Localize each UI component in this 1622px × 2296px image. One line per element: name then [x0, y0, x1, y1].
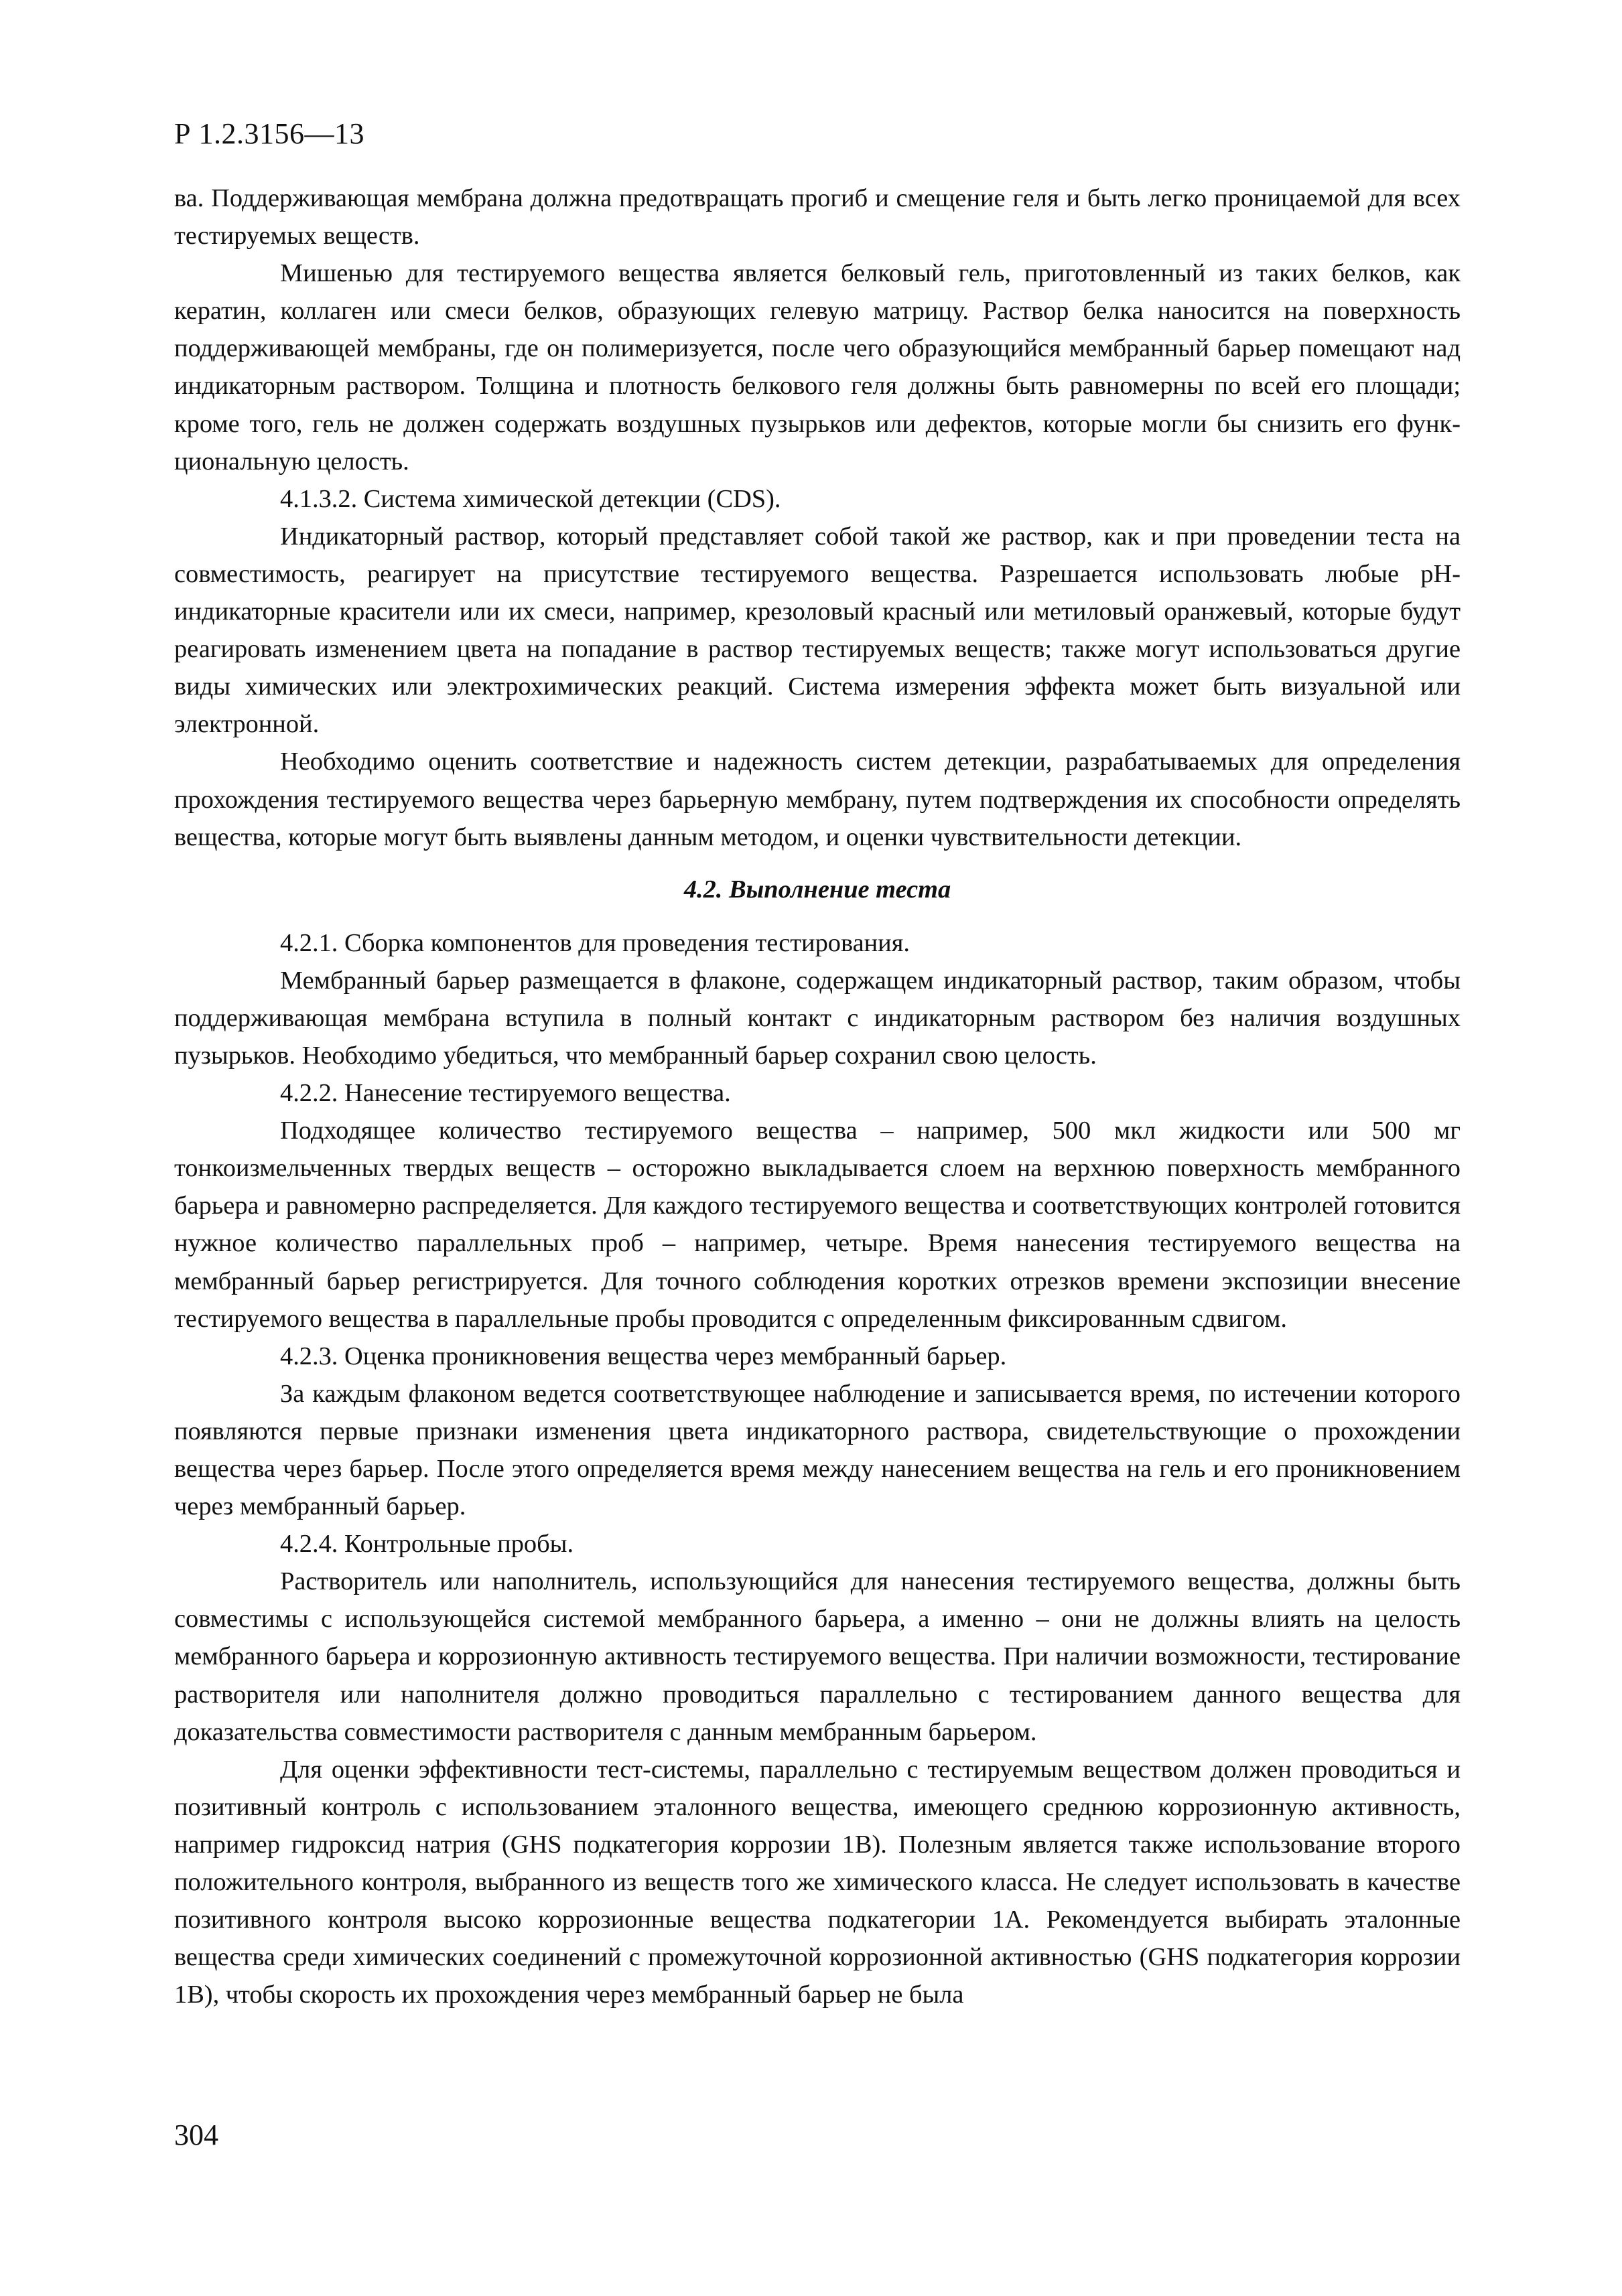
paragraph: Для оценки эффективности тест-системы, параллельно с тестируемым веществом должен проводиться и позитивный контроль с использованием эталонного вещества, имеющего среднюю коррозионную активность, например гидроксид натрия (GHS подкатегория коррозии 1В). Полезным является также использование второго положительного контроля, выбранного из веществ того же химического класса. Не следует использовать в качестве позитивного контроля высоко коррозионные вещества подкатегории 1А. Рекомендуется выбирать эталонные вещества среди химических соединений с промежуточной коррозионной активностью (GHS подкатегория коррозии 1В), чтобы скорость их прохождения через мембранный барьер не была [174, 1755, 1461, 2009]
paragraph: Мембранный барьер размещается в флаконе, содержащем индикаторный раствор, таким образом, чтобы поддерживающая мембрана вступила в полный контакт с индикаторным раствором без наличия воздушных пузырьков. Необходимо убедиться, что мембранный барьер сохранил свою целость. [174, 966, 1461, 1070]
document-code: Р 1.2.3156—13 [174, 117, 364, 150]
section-heading: 4.2. Выполнение теста [683, 875, 951, 904]
paragraph: 4.2.1. Сборка компонентов для проведения тестирования. [280, 928, 910, 957]
paragraph: 4.1.3.2. Система химической детекции (CDS). [280, 484, 781, 513]
body-text-after [174, 924, 1461, 2014]
paragraph: Необходимо оценить соответствие и надежность систем детекции, разрабатываемых для определения прохождения тестируемого вещества через барьерную мембрану, путем подтверждения их способности определять вещества, которые могут быть выявлены данным методом, и оценки чувствительности детекции. [174, 747, 1461, 851]
paragraph: ва. Поддерживающая мембрана должна предотвращать прогиб и смещение геля и быть легко проницаемой для всех тестируемых веществ. [174, 184, 1461, 250]
page-body [174, 180, 1461, 2296]
paragraph: Подходящее количество тестируемого вещества – например, 500 мкл жидкости или 500 мг тонкоизмельченных твердых веществ – осторожно выкладывается слоем на верхнюю поверхность мембранного барьера и равномерно распределяется. Для каждого тестируемого вещества и соответствующих контролей готовится нужное количество параллельных проб – например, четыре. Время нанесения тестируемого вещества на мембранный барьер регистрируется. Для точного соблюдения коротких отрезков времени экспозиции внесение тестируемого вещества в параллельные пробы проводится с определенным фиксированным сдвигом. [174, 1117, 1461, 1333]
paragraph: Растворитель или наполнитель, использующийся для нанесения тестируемого вещества, должны быть совместимы с использующейся системой мембранного барьера, а именно – они не должны влиять на целость мембранного барьера и коррозионную активность тестируемого вещества. При наличии возможности, тестирование растворителя или наполнителя должно проводиться параллельно с тестированием данного вещества для доказательства совместимости растворителя с данным мембранным барьером. [174, 1567, 1461, 1746]
paragraph: 4.2.2. Нанесение тестируемого вещества. [280, 1079, 731, 1108]
paragraph: За каждым флаконом ведется соответствующее наблюдение и записывается время, по истечении которого появляются первые признаки изменения цвета индикаторного раствора, свидетельствующие о прохождении вещества через барьер. После этого определяется время между нанесением вещества на гель и его проникновением через мембранный барьер. [174, 1379, 1461, 1521]
body-text-before [174, 180, 1461, 856]
paragraph: 4.2.3. Оценка проникновения вещества через мембранный барьер. [280, 1342, 1007, 1370]
paragraph: Мишенью для тестируемого вещества является белковый гель, приготовленный из таких белков, как кератин, коллаген или смеси белков, образующих гелевую матрицу. Раствор белка наносится на поверхность поддерживающей мембраны, где он полимеризуется, после чего образующийся мембранный барьер помещают над индикаторным раствором. Толщина и плотность белкового геля должны быть равномерны по всей его площади; кроме того, гель не должен содержать воздушных пузырьков или дефектов, которые могли бы снизить его функциональную целость. [174, 259, 1461, 476]
paragraph: 4.2.4. Контрольные пробы. [280, 1530, 574, 1559]
paragraph: Индикаторный раствор, который представляет собой такой же раствор, как и при проведении теста на совместимость, реагирует на присутствие тестируемого вещества. Разрешается использовать любые рН-индикаторные красители или их смеси, например, крезоловый красный или метиловый оранжевый, которые будут реагировать изменением цвета на попадание в раствор тестируемых веществ; также могут использоваться другие виды химических или электрохимических реакций. Система измерения эффекта может быть визуальной или электронной. [174, 522, 1461, 739]
page-number: 304 [174, 2119, 218, 2151]
